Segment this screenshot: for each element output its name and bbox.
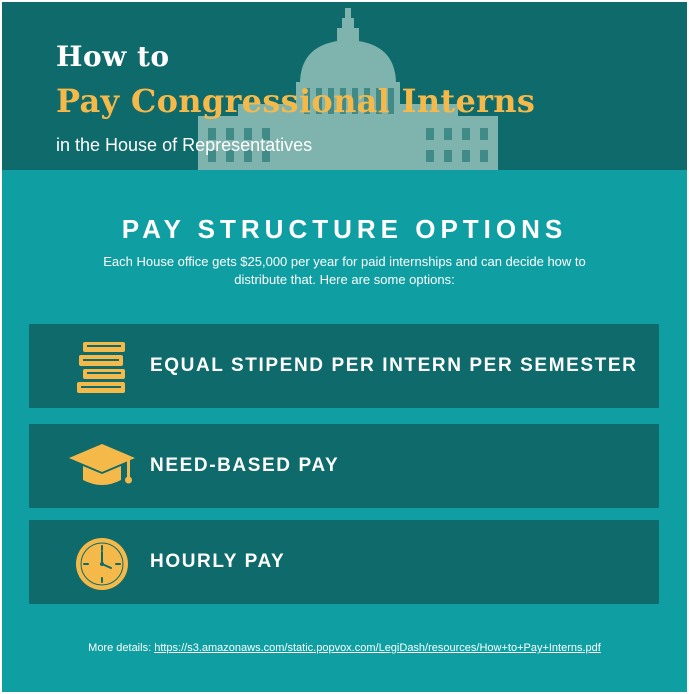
header-banner: [2, 2, 687, 170]
details-link[interactable]: https://s3.amazonaws.com/static.popvox.com/LegiDash/resources/How+to+Pay+Interns.pdf: [154, 642, 601, 654]
option-card-hourly: [29, 520, 659, 604]
option-label: NEED-BASED PAY: [150, 455, 340, 476]
title-how-to: How to: [56, 40, 170, 73]
option-card-need-based: [29, 424, 659, 508]
title-subtitle: in the House of Representatives: [56, 135, 313, 155]
section-description: Each House office gets $25,000 per year for paid internships and can decide how to distribute that. Here are some options:: [103, 254, 586, 287]
option-label: EQUAL STIPEND PER INTERN PER SEMESTER: [150, 355, 638, 376]
graduation-cap-icon: [69, 436, 135, 496]
stack-of-books-icon: [69, 336, 135, 396]
footer-prefix: More details:: [88, 642, 152, 654]
option-label: HOURLY PAY: [150, 551, 286, 572]
infographic: [2, 2, 687, 692]
title-main: Pay Congressional Interns: [56, 82, 536, 120]
section-heading: PAY STRUCTURE OPTIONS: [121, 214, 568, 244]
footer: [2, 642, 687, 654]
clock-icon: [69, 532, 135, 592]
option-card-equal-stipend: [29, 324, 659, 408]
